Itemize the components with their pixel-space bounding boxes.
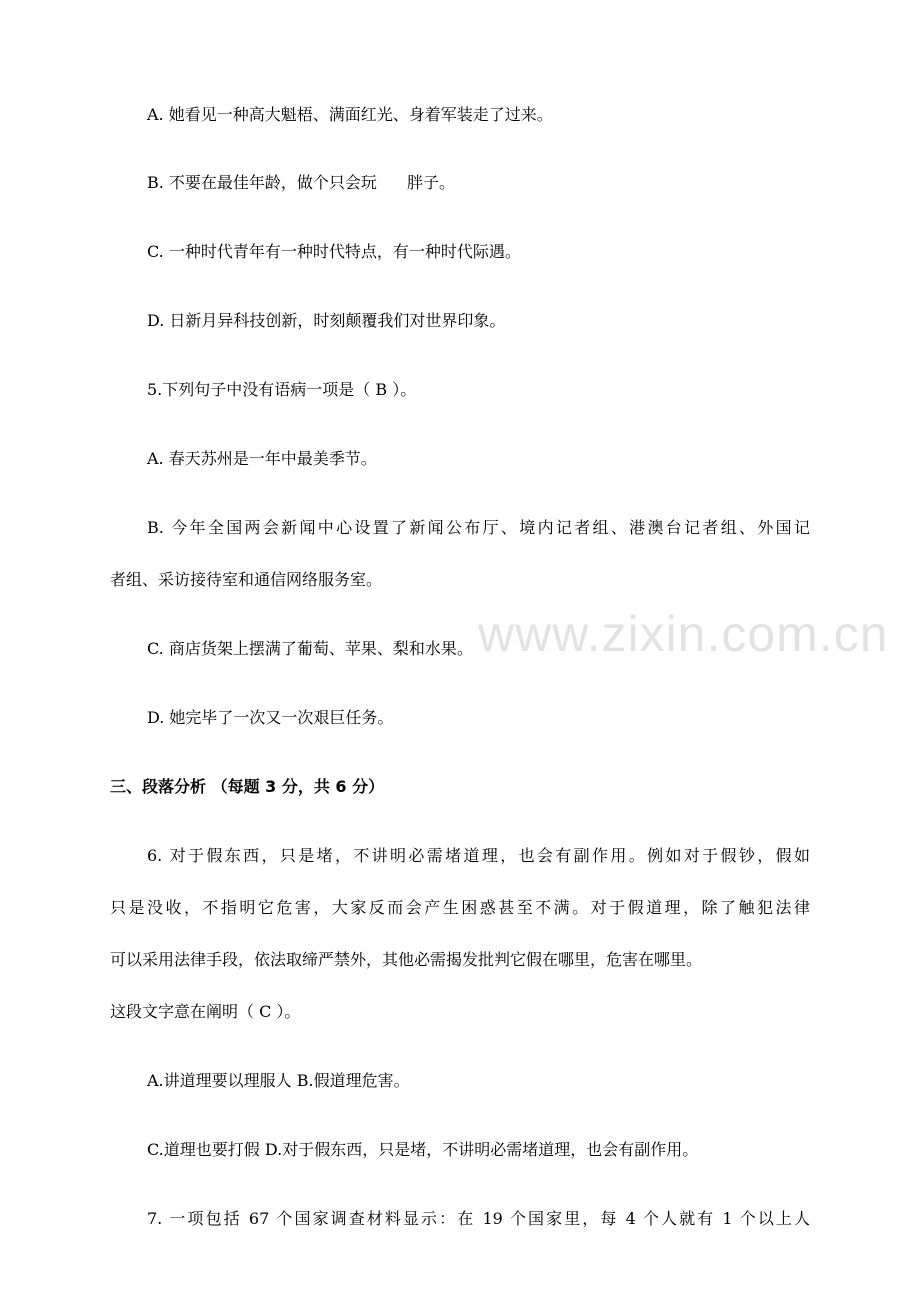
q5-option-b-line1: B. 今年全国两会新闻中心设置了新闻公布厅、境内记者组、港澳台记者组、外国记 [147,518,810,537]
q5-option-c: C. 商店货架上摆满了葡萄、苹果、梨和水果。 [147,639,473,658]
section-heading: 三、段落分析 （每题 3 分，共 6 分） [110,777,385,796]
q4-option-b-part1: B. 不要在最佳年龄，做个只会玩 [147,173,377,192]
q4-option-d: D. 日新月异科技创新，时刻颠覆我们对世界印象。 [147,311,506,330]
q4-option-b [147,172,455,194]
q5-option-d: D. 她完毕了一次又一次艰巨任务。 [147,708,394,727]
watermark: www.zixin.com.cn [478,606,889,662]
q6-line3: 可以采用法律手段，依法取缔严禁外，其他必需揭发批判它假在哪里，危害在哪里。 [110,950,703,969]
q6-options-cd: C.道理也要打假 D.对于假东西，只是堵，不讲明必需堵道理，也会有副作用。 [147,1140,699,1159]
q6-line4: 这段文字意在阐明（ C ）。 [110,1002,301,1021]
q6-options-ab: A.讲道理要以理服人 B.假道理危害。 [147,1071,410,1090]
q7-line1: 7. 一项包括 67 个国家调查材料显示：在 19 个国家里，每 4 个人就有 1 个以上人 [147,1209,810,1228]
q5-option-b-line2: 者组、采访接待室和通信网络服务室。 [110,570,383,589]
q5-stem: 5.下列句子中没有语病一项是（ B ）。 [147,380,417,399]
q6-line1: 6. 对于假东西，只是堵，不讲明必需堵道理，也会有副作用。例如对于假钞，假如 [147,846,810,865]
q4-option-a: A. 她看见一种高大魁梧、满面红光、身着军装走了过来。 [147,105,553,124]
q6-line2: 只是没收，不指明它危害，大家反而会产生困惑甚至不满。对于假道理，除了触犯法律 [110,898,810,917]
q4-option-b-part2: 胖子。 [406,173,455,192]
q5-option-a: A. 春天苏州是一年中最美季节。 [147,449,377,468]
q4-option-c: C. 一种时代青年有一种时代特点，有一种时代际遇。 [147,242,521,261]
